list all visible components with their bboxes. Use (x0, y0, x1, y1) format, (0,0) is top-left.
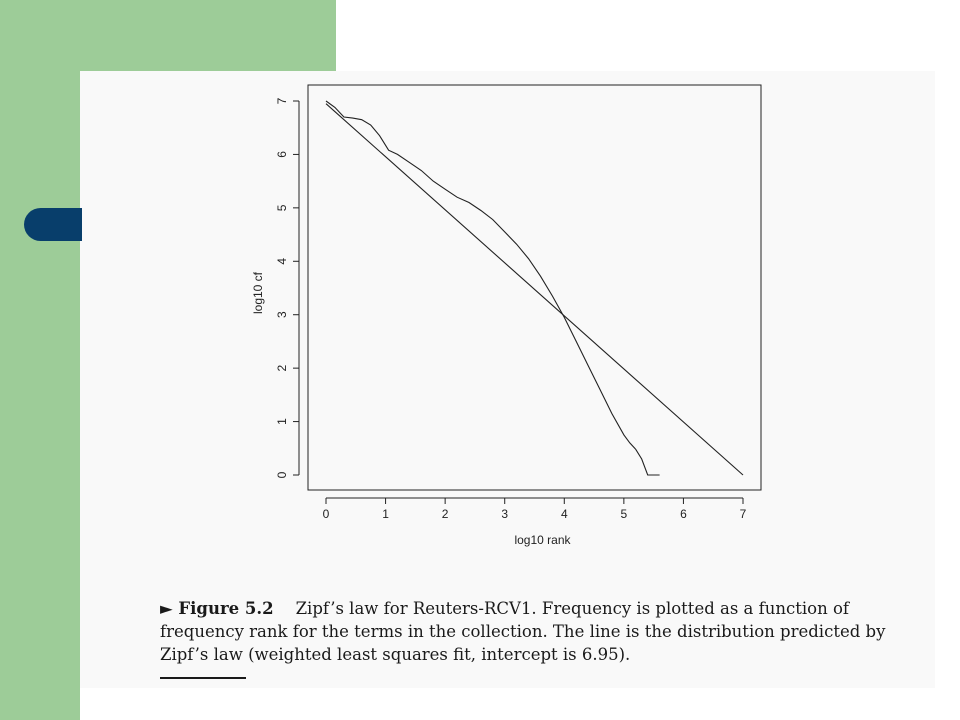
x-tick-label: 5 (620, 507, 628, 521)
y-tick-label: 5 (275, 204, 290, 212)
slide-tab-marker (24, 208, 82, 241)
caption-text: Zipf’s law for Reuters-RCV1. Frequency is plotted as a function of frequency rank for the terms in the collection. The line is the distribution predicted by Zipf’s law (weighted least squares fit, intercept is 6.95). (160, 599, 886, 664)
figure-panel (80, 71, 935, 688)
y-tick-label: 7 (275, 97, 290, 105)
figure-caption (160, 597, 900, 666)
y-tick-label: 4 (275, 257, 290, 265)
x-tick-label: 6 (680, 507, 687, 521)
x-tick-label: 3 (501, 507, 509, 521)
x-tick-label: 1 (382, 507, 389, 521)
zipf-chart (80, 71, 935, 591)
x-tick-label: 7 (739, 507, 747, 521)
x-tick-label: 4 (560, 507, 568, 521)
y-tick-label: 3 (275, 311, 290, 319)
frequency-curve (326, 101, 660, 475)
figure-label: ► Figure 5.2 (160, 599, 274, 618)
footnote-rule (160, 677, 246, 679)
x-tick-label: 2 (441, 507, 449, 521)
y-axis-label: log10 cf (251, 271, 266, 315)
y-tick-label: 1 (275, 418, 290, 425)
y-tick-label: 0 (275, 471, 290, 479)
y-tick-label: 6 (275, 151, 290, 158)
left-accent-band (0, 0, 80, 720)
x-axis-label: log10 rank (514, 533, 571, 547)
y-tick-label: 2 (275, 364, 290, 372)
zipf-fit-line (326, 104, 743, 475)
x-tick-label: 0 (322, 507, 330, 521)
plot-frame (308, 85, 761, 490)
top-accent-band (0, 0, 336, 71)
